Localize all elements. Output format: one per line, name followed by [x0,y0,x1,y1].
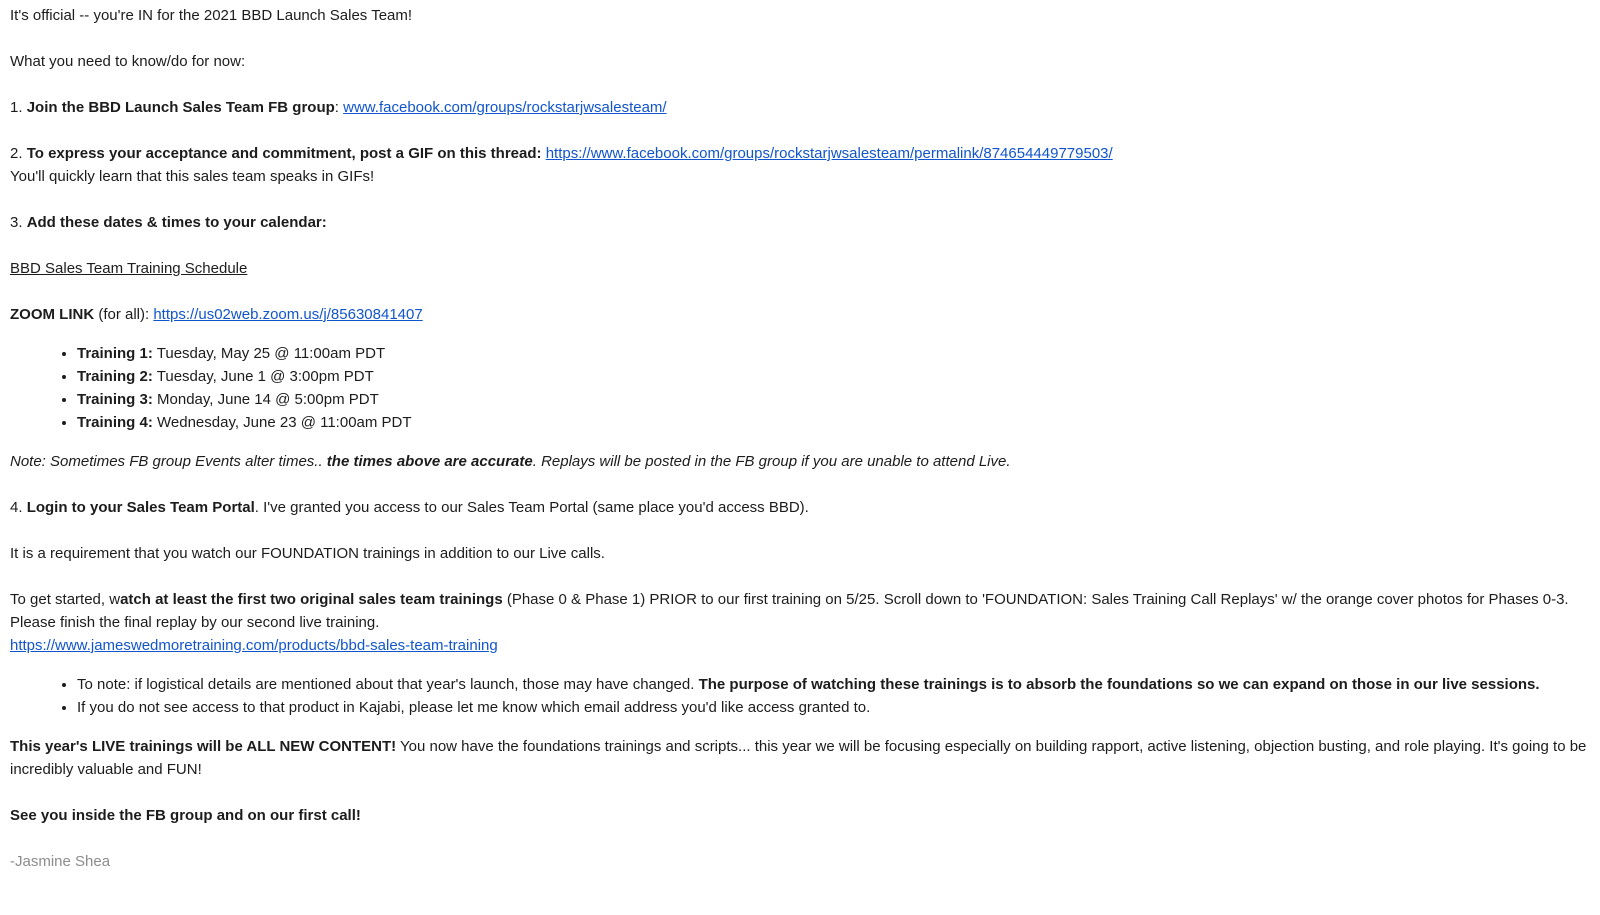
training-1-label: Training 1: [77,345,153,362]
training-2-label: Training 2: [77,368,153,385]
item4-post-text: . I've granted you access to our Sales Team Portal (same place you'd access BBD). [254,499,809,516]
note-line [10,450,1590,473]
live-trainings-paragraph [10,735,1590,781]
training-item-2 [77,365,1590,388]
training-item-4 [77,411,1590,434]
zoom-link-line [10,303,1590,326]
fb-group-link[interactable]: www.facebook.com/groups/rockstarjwsalesteam/ [343,99,667,116]
list-item-3 [10,211,1590,234]
schedule-heading-text: BBD Sales Team Training Schedule [10,260,248,277]
note-bullet-1-bold-text: The purpose of watching these trainings is to absorb the foundations so we can expand on those in our live sessions. [698,676,1540,693]
list-item-2 [10,142,1590,188]
signature-line: -Jasmine Shea [10,853,111,870]
training-schedule-list [10,342,1590,434]
note-bullet-1 [77,673,1590,696]
zoom-link-label: ZOOM LINK [10,306,95,323]
training-3-label: Training 3: [77,391,153,408]
schedule-heading [10,257,1590,280]
see-you-line [10,804,1590,827]
list-item-1 [10,96,1590,119]
item3-number: 3. [10,214,27,231]
get-started-bold-text: atch at least the first two original sales team trainings [120,591,503,608]
sales-team-training-link[interactable]: https://www.jameswedmoretraining.com/products/bbd-sales-team-training [10,637,498,654]
what-to-know-line: What you need to know/do for now: [10,53,246,70]
list-item-4 [10,496,1590,519]
training-2-time: Tuesday, June 1 @ 3:00pm PDT [152,368,374,385]
note-bullet-1-pre-text: To note: if logistical details are mentioned about that year's launch, those may have changed. [77,676,699,693]
get-started-paragraph [10,588,1590,634]
training-item-3 [77,388,1590,411]
training-4-label: Training 4: [77,414,153,431]
training-4-time: Wednesday, June 23 @ 11:00am PDT [152,414,412,431]
item2-line [10,142,1590,165]
training-3-time: Monday, June 14 @ 5:00pm PDT [152,391,379,408]
item4-bold-text: Login to your Sales Team Portal [26,499,255,516]
portal-link-line [10,634,1590,657]
requirement-line: It is a requirement that you watch our FOUNDATION trainings in addition to our Live calls. [10,545,605,562]
item4-number: 4. [10,499,27,516]
fb-thread-permalink-link[interactable]: https://www.facebook.com/groups/rockstarjwsalesteam/permalink/874654449779503/ [545,145,1113,162]
email-content [10,4,1590,873]
item2-followup-line: You'll quickly learn that this sales team speaks in GIFs! [10,168,375,185]
item2-number: 2. [10,145,27,162]
live-trainings-bold-text: This year's LIVE trainings will be ALL NEW CONTENT! [10,738,397,755]
get-started-pre-text: To get started, w [10,591,121,608]
item3-bold-text: Add these dates & times to your calendar: [26,214,327,231]
note-post-text: . Replays will be posted in the FB group if you are unable to attend Live. [532,453,1011,470]
see-you-text: See you inside the FB group and on our first call! [10,807,361,824]
intro-line: It's official -- you're IN for the 2021 BBD Launch Sales Team! [10,7,413,24]
notes-bullet-list [10,673,1590,719]
zoom-meeting-link[interactable]: https://us02web.zoom.us/j/85630841407 [153,306,423,323]
item1-separator: : [334,99,344,116]
item1-number: 1. [10,99,27,116]
training-item-1 [77,342,1590,365]
note-bold-text: the times above are accurate [326,453,533,470]
item2-bold-text: To express your acceptance and commitment, post a GIF on this thread: [26,145,542,162]
training-1-time: Tuesday, May 25 @ 11:00am PDT [152,345,386,362]
zoom-link-mid: (for all): [94,306,154,323]
note-pre-text: Note: Sometimes FB group Events alter times.. [10,453,327,470]
get-started-post-text: (Phase 0 & Phase 1) PRIOR to our first training on 5/25. Scroll down to 'FOUNDATION: Sales Training Call Replays' w/ the orange cover photos for Phases 0-3. Please finish the final replay by our second live training. [10,591,1569,631]
live-trainings-rest-text: You now have the foundations trainings and scripts... this year we will be focusing especially on building rapport, active listening, objection busting, and role playing. It's going to be incredibly valuable and FUN! [10,738,1587,778]
item1-bold-text: Join the BBD Launch Sales Team FB group [26,99,335,116]
note-bullet-2: • If you do not see access to that product in Kajabi, please let me know which email address you'd like access granted to. [77,696,1590,719]
